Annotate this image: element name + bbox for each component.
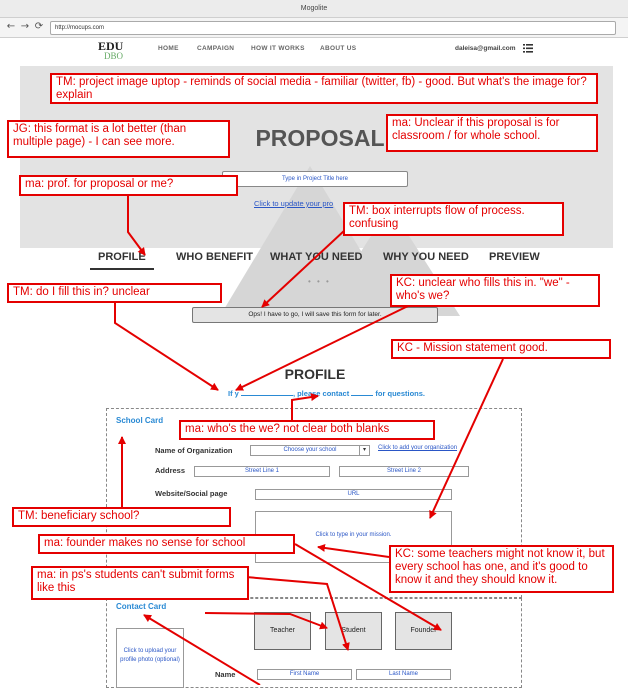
update-image-link[interactable]: Click to update your pro: [254, 199, 334, 208]
annotation-note: ma: prof. for proposal or me?: [19, 175, 238, 196]
role-student-button[interactable]: Student: [325, 612, 382, 650]
chevron-down-icon[interactable]: ▾: [359, 446, 369, 455]
site-logo-sub: DBO: [104, 51, 124, 61]
annotation-note: ma: founder makes no sense for school: [38, 534, 295, 554]
page-title: PROPOSAL: [255, 125, 385, 151]
first-name-input[interactable]: First Name: [257, 669, 352, 680]
last-name-input[interactable]: Last Name: [356, 669, 451, 680]
role-founder-button[interactable]: Founder: [395, 612, 452, 650]
address-bar[interactable]: http://mocups.com: [50, 21, 616, 35]
tab-why-you-need[interactable]: WHY YOU NEED: [383, 251, 469, 263]
add-organization-link[interactable]: Click to add your organization: [378, 445, 458, 451]
progress-dots: • • •: [308, 277, 331, 286]
contact-suffix: for questions.: [375, 389, 425, 398]
tab-who-benefit[interactable]: WHO BENEFIT: [176, 251, 253, 263]
org-label: Name of Organization: [155, 446, 233, 455]
annotation-note: KC - Mission statement good.: [391, 339, 611, 359]
tab-profile[interactable]: PROFILE: [98, 251, 146, 263]
save-for-later-button[interactable]: Ops! I have to go, I will save this form for later.: [192, 307, 438, 323]
user-email[interactable]: daleisa@gmail.com: [455, 45, 516, 52]
nav-home[interactable]: HOME: [158, 45, 179, 52]
annotation-note: TM: box interrupts flow of process. confusing: [343, 202, 564, 236]
contact-middle: , please contact: [292, 389, 350, 398]
street-line-1-input[interactable]: Street Line 1: [194, 466, 330, 477]
annotation-note: ma: Unclear if this proposal is for classroom / for whole school.: [386, 114, 598, 152]
school-card-label: School Card: [116, 416, 164, 425]
annotation-note: JG: this format is a lot better (than multiple page) - I can see more.: [7, 120, 230, 158]
website-label: Website/Social page: [155, 489, 228, 498]
contact-card-label: Contact Card: [116, 602, 167, 611]
nav-campaign[interactable]: CAMPAIGN: [197, 45, 235, 52]
annotation-note: TM: project image uptop - reminds of social media - familiar (twitter, fb) - good. But what's the image for? explain: [50, 73, 598, 104]
annotation-note: ma: in ps's students can't submit forms like this: [31, 566, 249, 600]
back-icon[interactable]: ←: [6, 21, 16, 32]
url-input[interactable]: URL: [255, 489, 452, 500]
annotation-note: TM: do I fill this in? unclear: [7, 283, 222, 303]
street-line-2-input[interactable]: Street Line 2: [339, 466, 469, 477]
tab-preview[interactable]: PREVIEW: [489, 251, 540, 263]
mission-textarea[interactable]: Click to type in your mission.: [255, 511, 452, 563]
annotation-note: ma: who's the we? not clear both blanks: [179, 420, 435, 440]
reload-icon[interactable]: ⟳: [34, 21, 44, 32]
nav-how-it-works[interactable]: HOW IT WORKS: [251, 45, 305, 52]
role-teacher-button[interactable]: Teacher: [254, 612, 311, 650]
annotation-note: KC: unclear who fills this in. "we" - who's we?: [390, 274, 600, 307]
contact-prefix: If y: [228, 389, 239, 398]
upload-photo-button[interactable]: Click to upload your profile photo (optional): [116, 628, 184, 688]
annotation-note: KC: some teachers might not know it, but every school has one, and it's good to know it and they should know it.: [389, 545, 614, 593]
annotation-note: TM: beneficiary school?: [12, 507, 231, 527]
site-logo[interactable]: EDU: [98, 39, 124, 53]
project-title-input[interactable]: Type in Project Title here: [222, 171, 408, 187]
window-titlebar: Mogolite: [0, 0, 628, 18]
tab-what-you-need[interactable]: WHAT YOU NEED: [270, 251, 363, 263]
section-heading: PROFILE: [284, 366, 346, 382]
forward-icon[interactable]: →: [20, 21, 30, 32]
nav-about-us[interactable]: ABOUT US: [320, 45, 357, 52]
address-label: Address: [155, 466, 186, 475]
name-label: Name: [215, 670, 236, 679]
school-select-value: Choose your school: [283, 447, 337, 453]
